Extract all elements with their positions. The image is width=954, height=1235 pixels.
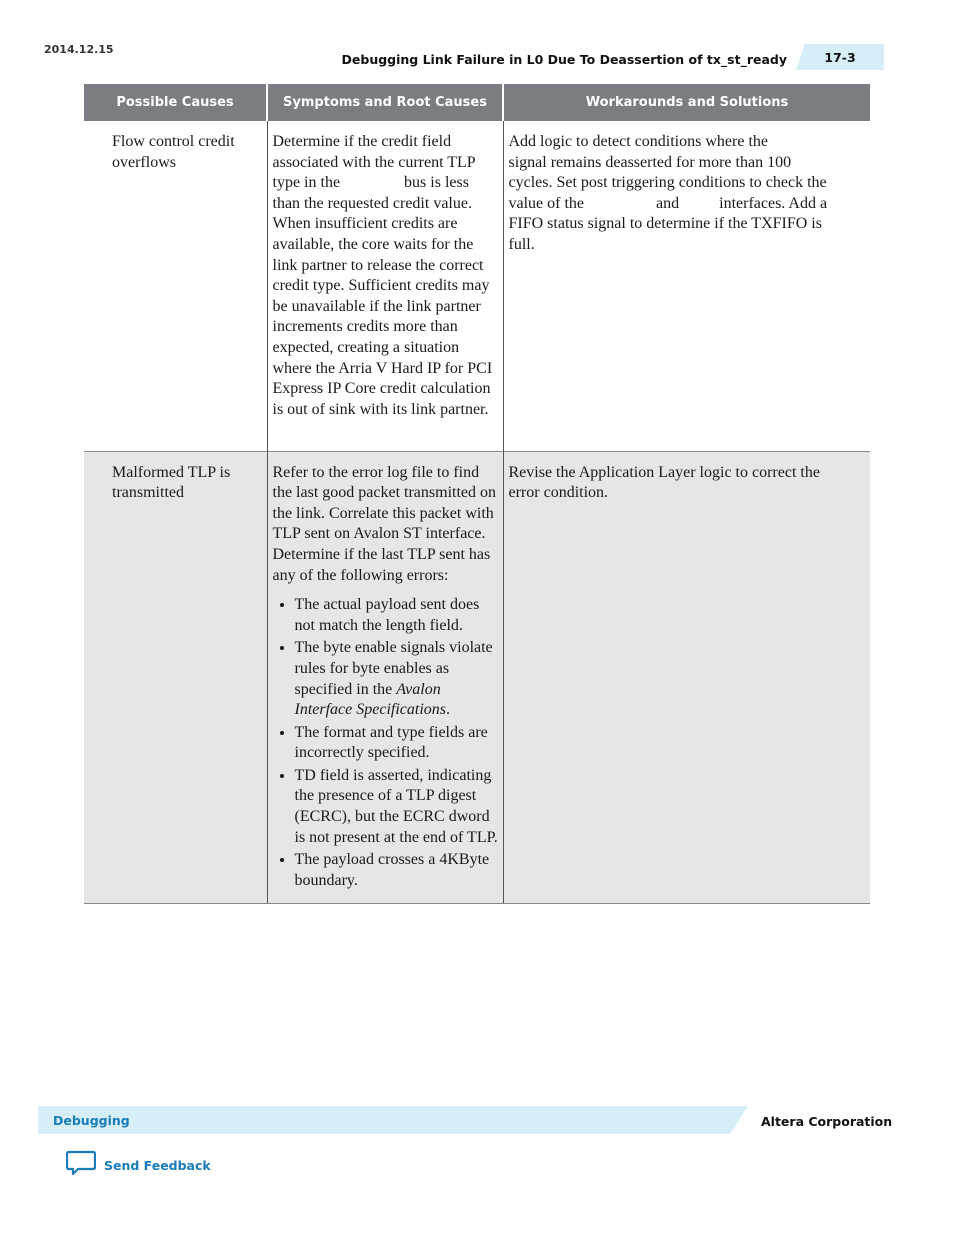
- speech-bubble-icon: [66, 1150, 96, 1180]
- error-list: [273, 595, 499, 891]
- list-item: • TD field is asserted, indicating the presence of a TLP digest (ECRC), but the ECRC dword is not present at the end of TLP.: [295, 766, 499, 848]
- symptoms-text: Determine if the credit field associated with the current TLP type in the bus is less than the requested credit value. When insufficient credits are available, the core waits for the link partner to release the correct credit type. Sufficient credits may be unavailable if the link partner increments credits more than expected, creating a situation where the Arria V Hard IP for PCI Express IP Core credit calculation is out of sink with its link partner.: [272, 133, 497, 418]
- footer-section-link[interactable]: Debugging: [53, 1113, 130, 1128]
- page-header-title: Debugging Link Failure in L0 Due To Deassertion of tx_st_ready: [341, 52, 787, 67]
- page-date: 2014.12.15: [44, 43, 114, 56]
- solutions-text: Revise the Application Layer logic to correct the error condition.: [508, 463, 820, 502]
- table-row: [84, 451, 870, 904]
- table-row: [84, 121, 870, 451]
- symptoms-cell: [267, 451, 503, 904]
- causes-table: [84, 84, 870, 904]
- solutions-cell: [503, 121, 870, 451]
- symptoms-intro: Refer to the error log file to find the last good packet transmitted on the link. Correlate this packet with TLP sent on Avalon ST interface. Determine if the last TLP sent has any of the following errors:: [272, 463, 496, 584]
- cause-text: Flow control credit overflows: [112, 133, 235, 171]
- solutions-text: Add logic to detect conditions where the signal remains deasserted for more than 100 cycles. Set post triggering conditions to check the value of the and interfaces. Add a FIFO status signal to determine if the TXFIFO is full.: [508, 133, 832, 253]
- page-number: 17-3: [824, 50, 856, 65]
- list-item-text: The byte enable signals violate rules for byte enables as specified in the: [294, 639, 493, 698]
- solutions-cell: [503, 451, 870, 904]
- list-item: [295, 638, 499, 720]
- cause-cell: [84, 451, 267, 904]
- list-item: • The format and type fields are incorrectly specified.: [295, 723, 499, 764]
- spec-reference: Avalon Interface Specifications: [294, 680, 447, 719]
- table-header-row: [84, 84, 870, 121]
- footer-band: [38, 1106, 748, 1134]
- list-item-period: .: [446, 701, 451, 719]
- column-header-causes: Possible Causes: [84, 84, 267, 121]
- list-item: • The actual payload sent does not match the length field.: [295, 595, 499, 636]
- column-header-solutions: Workarounds and Solutions: [503, 84, 870, 121]
- symptoms-cell: [267, 121, 503, 451]
- footer-company: Altera Corporation: [761, 1114, 893, 1129]
- list-item: • The payload crosses a 4KByte boundary.: [295, 850, 499, 891]
- column-header-symptoms: Symptoms and Root Causes: [267, 84, 503, 121]
- send-feedback-link[interactable]: [66, 1150, 211, 1180]
- send-feedback-label: Send Feedback: [104, 1157, 211, 1173]
- cause-text: Malformed TLP is transmitted: [112, 463, 231, 502]
- cause-cell: [84, 121, 267, 451]
